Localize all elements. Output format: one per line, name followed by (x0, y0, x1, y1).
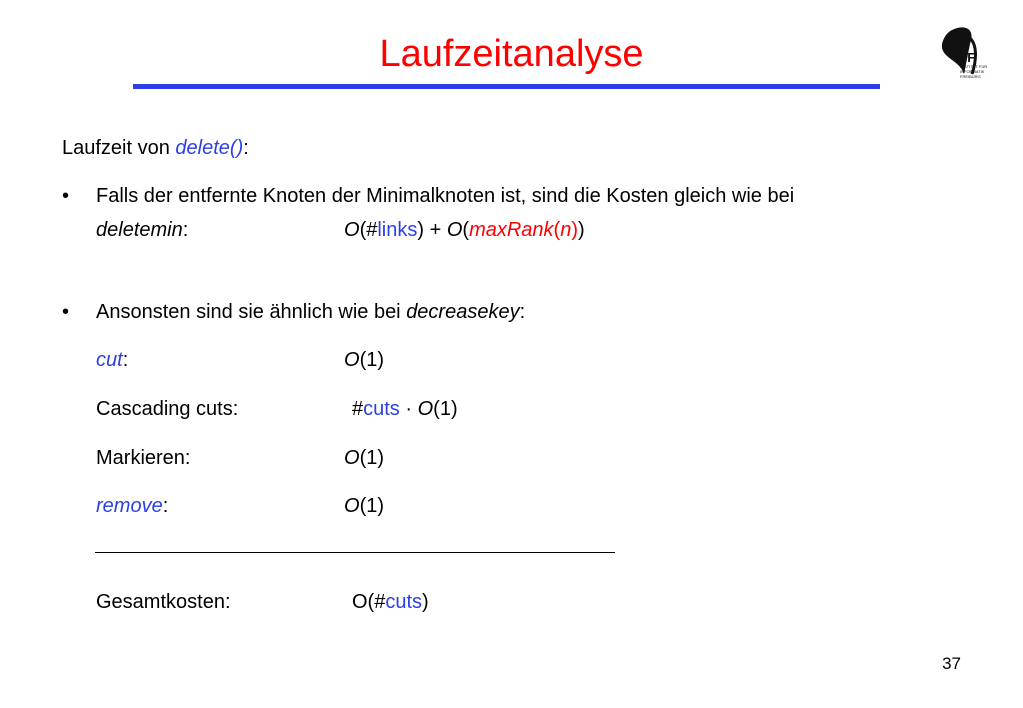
cost-o: O (417, 398, 434, 420)
maxrank-paren: ( (553, 219, 561, 241)
total-prefix: O(# (352, 591, 386, 613)
bullet-2-text (96, 300, 525, 324)
svg-text:FREIBURG: FREIBURG (960, 74, 981, 79)
cost-o: O (344, 219, 360, 241)
remove-label (96, 494, 168, 518)
maxrank-term: maxRank (469, 219, 554, 241)
cut-colon: : (122, 349, 129, 371)
cost-paren: ) (578, 219, 585, 241)
cost-o: O (344, 447, 360, 469)
svg-text:INFORMATIK: INFORMATIK (960, 69, 985, 74)
iif-logo-icon (930, 22, 1000, 92)
cost-plus: ) + (417, 219, 447, 241)
maxrank-paren: ) (571, 219, 579, 241)
cost-paren: (# (359, 219, 378, 241)
cost-paren: ( (462, 219, 470, 241)
deletemin-colon: : (182, 219, 189, 241)
bullet-2-prefix: Ansonsten sind sie ähnlich wie bei (96, 301, 407, 323)
total-cost (352, 590, 429, 614)
cost-o: O (446, 219, 463, 241)
times-dot: · (399, 398, 418, 420)
markieren-cost (344, 446, 384, 470)
sum-separator (95, 552, 615, 553)
intro-line (62, 136, 249, 160)
n-term: n (560, 219, 572, 241)
title-underline (133, 84, 880, 89)
cost-arg: (1) (359, 447, 385, 469)
cut-cost (344, 348, 384, 372)
svg-text:IIF: IIF (960, 50, 976, 65)
markieren-label: Markieren: (96, 447, 191, 469)
total-suffix: ) (422, 591, 429, 613)
cost-arg: (1) (359, 349, 385, 371)
bullet-1-text: Falls der entfernte Knoten der Minimalknoten ist, sind die Kosten gleich wie bei (96, 185, 795, 207)
deletemin-label (96, 218, 188, 242)
delete-function: delete() (175, 137, 244, 159)
intro-suffix: : (243, 137, 249, 159)
links-term: links (377, 219, 418, 241)
bullet-2-suffix: : (519, 301, 526, 323)
hash: # (352, 398, 364, 420)
page-title: Laufzeitanalyse (379, 33, 644, 75)
cost-o: O (344, 349, 360, 371)
intro-prefix: Laufzeit von (62, 137, 176, 159)
total-label: Gesamtkosten: (96, 591, 231, 613)
deletemin-name: deletemin (96, 219, 183, 241)
cost-arg: (1) (433, 398, 458, 420)
cuts-term: cuts (385, 591, 423, 613)
cuts-term: cuts (363, 398, 400, 420)
iif-logo (930, 22, 1000, 92)
remove-cost (344, 494, 384, 518)
cascading-cost (352, 397, 458, 421)
remove-colon: : (162, 495, 169, 517)
cascading-label: Cascading cuts: (96, 398, 239, 420)
cost-o: O (344, 495, 360, 517)
cut-label (96, 348, 128, 372)
bullet-1-symbol: • (62, 185, 70, 207)
svg-text:INSTITUT FÜR: INSTITUT FÜR (960, 64, 988, 69)
page-number: 37 (942, 654, 961, 673)
remove-name: remove (96, 495, 163, 517)
bullet-2-symbol: • (62, 301, 70, 323)
cut-name: cut (96, 349, 123, 371)
decreasekey-name: decreasekey (406, 301, 520, 323)
deletemin-cost (344, 218, 585, 242)
cost-arg: (1) (359, 495, 385, 517)
